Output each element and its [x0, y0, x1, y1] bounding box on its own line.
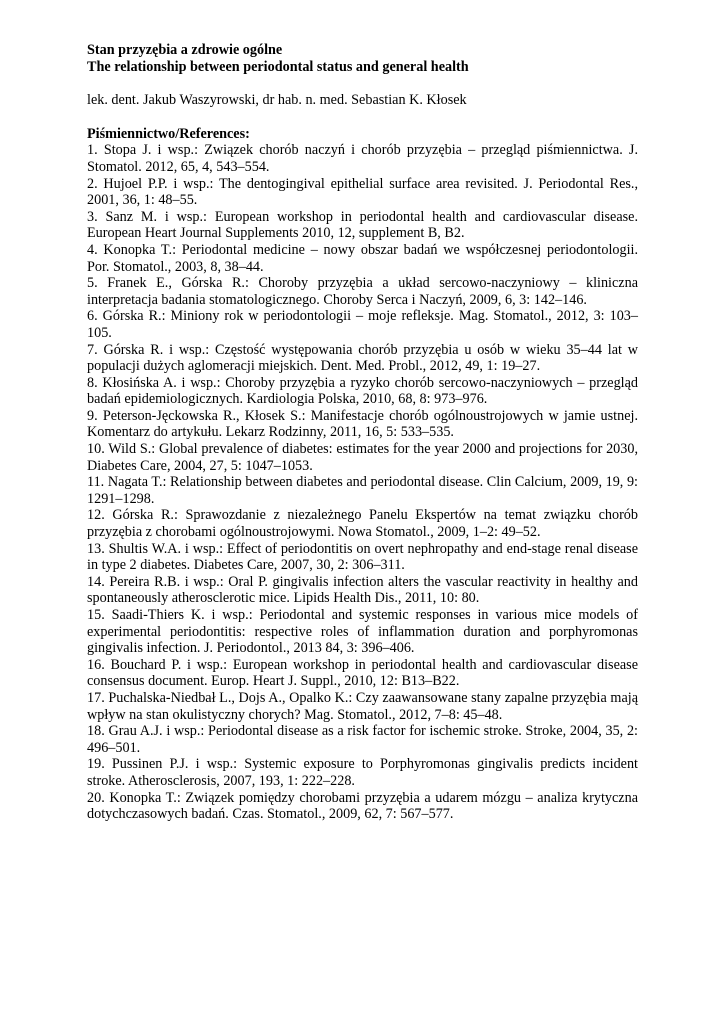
reference-item: 19. Pussinen P.J. i wsp.: Systemic exposure to Porphyromonas gingivalis predicts incident stroke. Atherosclerosis, 2007, 193, 1: 222–228.: [87, 756, 638, 789]
reference-item: 11. Nagata T.: Relationship between diabetes and periodontal disease. Clin Calcium, 2009, 19, 9: 1291–1298.: [87, 474, 638, 507]
reference-item: 16. Bouchard P. i wsp.: European workshop in periodontal health and cardiovascular disease consensus document. Europ. Heart J. Suppl., 2010, 12: B13–B22.: [87, 656, 638, 690]
reference-item: 2. Hujoel P.P. i wsp.: The dentogingival epithelial surface area revisited. J. Periodontal Res., 2001, 36, 1: 48–55.: [87, 175, 638, 209]
reference-item: 10. Wild S.: Global prevalence of diabetes: estimates for the year 2000 and projections for 2030, Diabetes Care, 2004, 27, 5: 1047–1053.: [87, 441, 638, 474]
reference-item: 8. Kłosińska A. i wsp.: Choroby przyzębia a ryzyko chorób sercowo-naczyniowych – przegląd badań epidemiologicznych. Kardiologia Polska, 2010, 68, 8: 973–976.: [87, 374, 638, 408]
document-title: [87, 42, 638, 75]
reference-item: 7. Górska R. i wsp.: Częstość występowania chorób przyzębia u osób w wieku 35–44 lat w populacji dużych aglomeracji miejskich. Dent. Med. Probl., 2012, 49, 1: 19–27.: [87, 341, 638, 375]
reference-item: 6. Górska R.: Miniony rok w periodontologii – moje refleksje. Mag. Stomatol., 2012, 3: 103–105.: [87, 308, 638, 341]
references-heading: Piśmiennictwo/References:: [87, 125, 250, 142]
title-polish: Stan przyzębia a zdrowie ogólne: [87, 42, 283, 58]
reference-item: 12. Górska R.: Sprawozdanie z niezależnego Panelu Ekspertów na temat związku chorób przyzębia z chorobami ogólnoustrojowymi. Nowa Stomatol., 2009, 1–2: 49–52.: [87, 507, 638, 541]
reference-item: 18. Grau A.J. i wsp.: Periodontal disease as a risk factor for ischemic stroke. Stroke, 2004, 35, 2: 496–501.: [87, 723, 638, 756]
reference-item: 20. Konopka T.: Związek pomiędzy chorobami przyzębia a udarem mózgu – analiza krytyczna dotychczasowych badań. Czas. Stomatol., 2009, 62, 7: 567–577.: [87, 789, 638, 823]
reference-item: 5. Franek E., Górska R.: Choroby przyzębia a układ sercowo-naczyniowy – kliniczna interpretacja badania stomatologicznego. Choroby Serca i Naczyń, 2009, 6, 3: 142–146.: [87, 275, 638, 308]
document-page: [87, 42, 638, 823]
reference-item: 17. Puchalska-Niedbał L., Dojs A., Opalko K.: Czy zaawansowane stany zapalne przyzębia mają wpływ na stan okulistyczny chorych? Mag. Stomatol., 2012, 7–8: 45–48.: [87, 689, 638, 723]
reference-item: 1. Stopa J. i wsp.: Związek chorób naczyń i chorób przyzębia – przegląd piśmiennictwa. J. Stomatol. 2012, 65, 4, 543–554.: [87, 142, 638, 175]
references-list: [87, 142, 638, 822]
reference-item: 15. Saadi-Thiers K. i wsp.: Periodontal and systemic responses in various mice models of experimental periodontitis: respective roles of inflammation duration and porphyromonas gingivalis infection. J. Periodontol., 2013 84, 3: 396–406.: [87, 607, 638, 657]
reference-item: 14. Pereira R.B. i wsp.: Oral P. gingivalis infection alters the vascular reactivity in healthy and spontaneously atherosclerotic mice. Lipids Health Dis., 2011, 10: 80.: [87, 573, 638, 607]
title-english: The relationship between periodontal status and general health: [87, 58, 469, 75]
authors-line: lek. dent. Jakub Waszyrowski, dr hab. n. med. Sebastian K. Kłosek: [87, 92, 467, 109]
reference-item: 4. Konopka T.: Periodontal medicine – nowy obszar badań we współczesnej periodontologii. Por. Stomatol., 2003, 8, 38–44.: [87, 241, 638, 275]
reference-item: 9. Peterson-Jęckowska R., Kłosek S.: Manifestacje chorób ogólnoustrojowych w jamie ustnej. Komentarz do artykułu. Lekarz Rodzinny, 2011, 16, 5: 533–535.: [87, 407, 638, 441]
reference-item: 13. Shultis W.A. i wsp.: Effect of periodontitis on overt nephropathy and end-stage renal disease in type 2 diabetes. Diabetes Care, 2007, 30, 2: 306–311.: [87, 540, 638, 574]
reference-item: 3. Sanz M. i wsp.: European workshop in periodontal health and cardiovascular disease. European Heart Journal Supplements 2010, 12, supplement B, B2.: [87, 208, 638, 242]
